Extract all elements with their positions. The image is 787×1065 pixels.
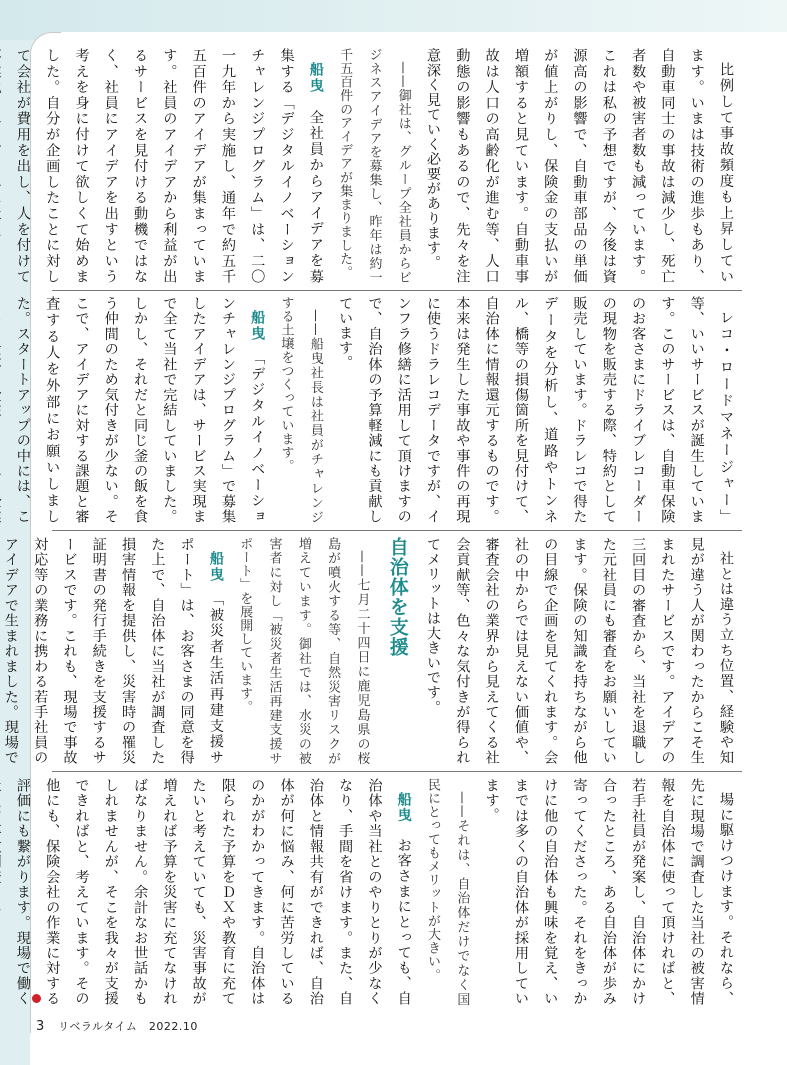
text-tier-1 bbox=[14, 48, 740, 284]
tier-2-column bbox=[14, 296, 740, 524]
paragraph: 場に駆けつけます。それなら、先に現場で調査した当社の被害情報を自治体に使って頂ければと、若手社員が発案し、自治体にかけ合ったところ、ある自治体が歩み寄ってくださった。それをきっかけに他の自治体も興味を覚え、いまでは多くの自治体が採用しています。 bbox=[483, 778, 734, 1006]
speaker-label: 船曳 bbox=[395, 792, 412, 823]
interview-question: ——七月二十四日に鹿児島県の桜島が噴火する等、自然災害リスクが増えています。御社では、水災の被害者に対し「被災者生活再建支援サポート」を展開しています。 bbox=[237, 537, 370, 765]
speaker-label: 船曳 bbox=[207, 551, 224, 583]
answer-paragraph bbox=[0, 537, 230, 765]
tier-divider bbox=[52, 530, 742, 531]
section-heading-line bbox=[376, 537, 417, 765]
paragraph: 社とは違う立ち位置、経験や知見が違う人が関わったからこそ生まれたサービスです。アイデアの三回目の審査から、当社を退職した元社員にも審査をお願いしています。保険の知識を持ちながら他の目線で企画を見てくれます。会社の中からでは見えない価値や、審査会社の業界から見えてくる社会貢献等、色々な気付きが得られてメリットは大きいです。 bbox=[425, 537, 734, 765]
answer-paragraph bbox=[0, 296, 271, 524]
interview-question: ——御社は、グループ全社員からビジネスアイデアを募集し、昨年は約一千五百件のアイデアが集まりました。 bbox=[337, 48, 411, 284]
speaker-label: 船曳 bbox=[249, 310, 266, 342]
paragraph: レコ・ロードマネージャー」等、いいサービスが誕生しています。このサービスは、自動車保険のお客さまにドライブレコーダーの現物を販売する際、特約として販売しています。ドラレコで得たデータを分析し、道路やトンネル、橋等の損傷箇所を見付けて、自治体に情報還元するものです。本来は発生した事故や事件の再現に使うドラレコデータですが、インフラ修繕に活用して頂けますので、自治体の予算軽減にも貢献しています。 bbox=[337, 296, 734, 524]
text-tier-2 bbox=[14, 296, 740, 524]
text-tier-3 bbox=[2, 537, 740, 765]
answer-text: お客さまにとっても、自治体や当社とのやりとりが少なくなり、手間を省けます。また、自治体と情報共有ができれば、自治体が何に悩み、何に苦労しているのかがわかってきます。自治体は限られた予算をＤＸや教育に充てたいと考えていても、災害事故が増えれば予算を災害に充てなければなりません。余計なお世話かもしれませんが、そこを我々が支援できればと、考えています。その他にも、保険会社の作業に対する評価にも繋がります。現場で働く bbox=[14, 778, 412, 1006]
answer-paragraph bbox=[0, 48, 330, 284]
interview-question: ——それは、自治体だけでなく国民にとってもメリットが大きい。 bbox=[425, 778, 470, 1006]
speaker-label: 船曳 bbox=[307, 62, 324, 95]
answer-text: 全社員からアイデアを募集する「デジタルイノベーションチャレンジプログラム」は、二〇一九年から実施し、通年で約五千五百件のアイデアが集まっています。社員のアイデアから利益が出るサービスを見付ける動機ではなく、社員にアイデアを出すという考えを身に付けて欲しくて始めました。自分が企画したことに対して会社が費用を出し、人を付けて bbox=[14, 48, 324, 284]
tier-divider bbox=[52, 290, 742, 291]
tier-divider bbox=[52, 771, 742, 772]
interview-question: ——船曳社長は社員がチャレンジする土壌をつくっています。 bbox=[278, 296, 323, 524]
page-footer bbox=[36, 1018, 198, 1034]
footer-dot bbox=[32, 994, 41, 1003]
section-heading: 自治体を支援 bbox=[386, 537, 409, 657]
magazine-name: リベラルタイム 2022.10 bbox=[58, 1020, 198, 1033]
tier-1-column bbox=[14, 48, 740, 284]
page-number: 3 bbox=[36, 1019, 45, 1034]
tier-3-column bbox=[2, 537, 740, 765]
text-tier-4 bbox=[14, 778, 740, 1006]
paragraph: 比例して事故頻度も上昇しています。いまは技術の進歩もあり、自動車同士の事故は減少し、死亡者数や被害者数も減っています。これは私の予想ですが、今後は資源高の影響で、自動車部品の単価が値上がりし、保険金の支払いが増額すると見ています。自動車事故は人口の高齢化が進む等、人口動態の影響もあるので、先々を注意深く見ていく必要があります。 bbox=[425, 48, 734, 284]
tier-4-column bbox=[14, 778, 740, 1006]
answer-text: 「デジタルイノベーションチャレンジプログラム」で募集したアイデアは、サービス実現まで全て当社で完結していました。しかし、それだと同じ釜の飯を食う仲間のため気付きが少ない。そこで、アイデアに対する課題と審査する人を外部にお願いしました。スタートアップの中には、こ bbox=[14, 296, 266, 524]
answer-paragraph bbox=[0, 778, 418, 1006]
answer-text: 「被災者生活再建支援サポート」は、お客さまの同意を得た上で、自治体に当社が調査した損害情報を提供し、災害時の罹災証明書の発行手続きを支援するサービスです。これも、現場で事故対応等の業務に携わる若手社員のアイデアで生まれました。現場で bbox=[2, 537, 224, 765]
